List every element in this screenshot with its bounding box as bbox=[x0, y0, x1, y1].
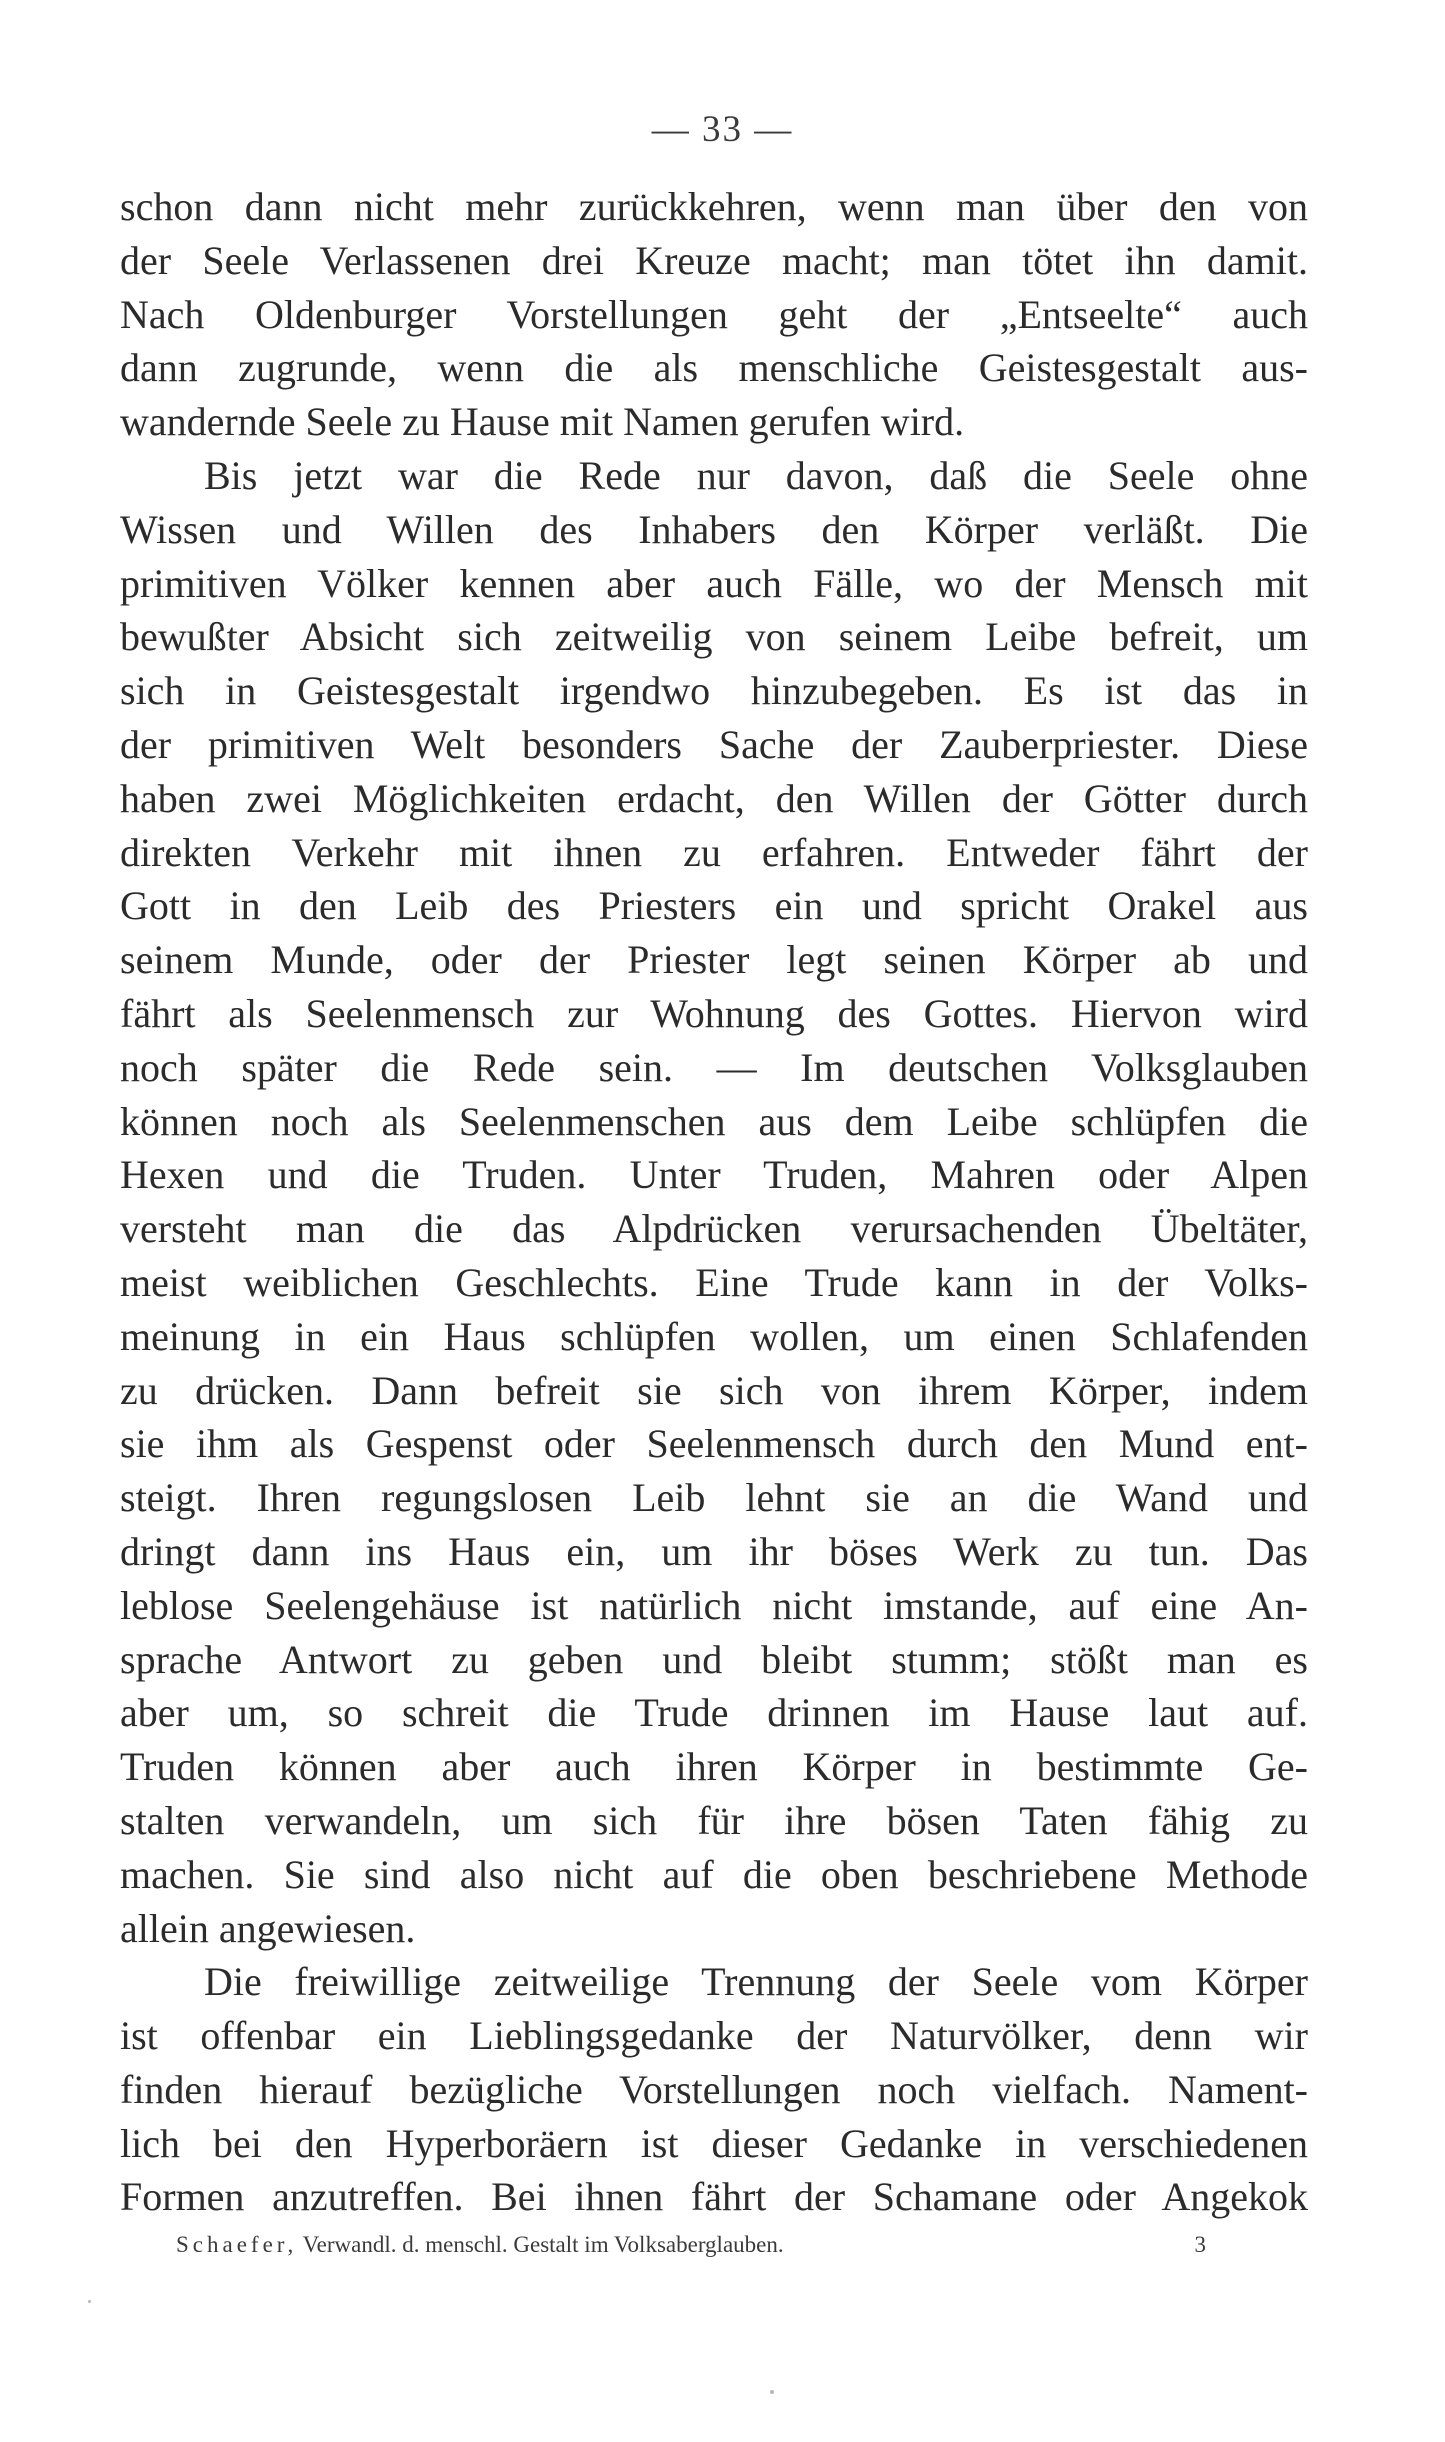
footer-title: Verwandl. d. menschl. Gestalt im Volksaberglauben. bbox=[297, 2232, 784, 2257]
text-line: versteht man die das Alpdrücken verursachenden Übeltäter, bbox=[120, 1206, 1308, 1252]
footer-note bbox=[176, 2232, 1206, 2258]
footer-author: Schaefer, bbox=[176, 2232, 298, 2257]
text-line: können noch als Seelenmenschen aus dem Leibe schlüpfen die bbox=[120, 1098, 1308, 1144]
text-line: meinung in ein Haus schlüpfen wollen, um einen Schlafenden bbox=[120, 1313, 1308, 1359]
text-line: ist offenbar ein Lieblingsgedanke der Naturvölker, denn wir bbox=[120, 2013, 1308, 2059]
text-line: der primitiven Welt besonders Sache der Zauberpriester. Diese bbox=[120, 721, 1308, 767]
text-line: fährt als Seelenmensch zur Wohnung des Gottes. Hiervon wird bbox=[120, 990, 1308, 1036]
text-line: dringt dann ins Haus ein, um ihr böses Werk zu tun. Das bbox=[120, 1528, 1308, 1574]
text-line: noch später die Rede sein. — Im deutschen Volksglauben bbox=[120, 1044, 1308, 1090]
text-line: seinem Munde, oder der Priester legt seinen Körper ab und bbox=[120, 937, 1308, 983]
text-line: aber um, so schreit die Trude drinnen im Hause laut auf. bbox=[120, 1690, 1308, 1736]
text-line: Hexen und die Truden. Unter Truden, Mahren oder Alpen bbox=[120, 1152, 1308, 1198]
body-text bbox=[120, 180, 1308, 2224]
text-line: machen. Sie sind also nicht auf die oben beschriebene Methode bbox=[120, 1851, 1308, 1897]
text-line: Bis jetzt war die Rede nur davon, daß die Seele ohne bbox=[204, 452, 1308, 498]
text-line: stalten verwandeln, um sich für ihre bösen Taten fähig zu bbox=[120, 1797, 1308, 1843]
text-line: Wissen und Willen des Inhabers den Körper verläßt. Die bbox=[120, 506, 1308, 552]
text-line: leblose Seelengehäuse ist natürlich nicht imstande, auf eine An- bbox=[120, 1582, 1308, 1628]
text-line: sprache Antwort zu geben und bleibt stumm; stößt man es bbox=[120, 1636, 1308, 1682]
text-line: zu drücken. Dann befreit sie sich von ihrem Körper, indem bbox=[120, 1367, 1308, 1413]
text-line: Die freiwillige zeitweilige Trennung der Seele vom Körper bbox=[204, 1959, 1308, 2005]
text-line: steigt. Ihren regungslosen Leib lehnt sie an die Wand und bbox=[120, 1475, 1308, 1521]
text-line: direkten Verkehr mit ihnen zu erfahren. Entweder fährt der bbox=[120, 829, 1308, 875]
text-line: haben zwei Möglichkeiten erdacht, den Willen der Götter durch bbox=[120, 775, 1308, 821]
text-line: sie ihm als Gespenst oder Seelenmensch durch den Mund ent- bbox=[120, 1421, 1308, 1467]
text-line: dann zugrunde, wenn die als menschliche Geistesgestalt aus- bbox=[120, 345, 1308, 391]
text-line: bewußter Absicht sich zeitweilig von seinem Leibe befreit, um bbox=[120, 614, 1308, 660]
text-line: wandernde Seele zu Hause mit Namen gerufen wird. bbox=[120, 399, 965, 445]
text-line: finden hierauf bezügliche Vorstellungen noch vielfach. Nament- bbox=[120, 2066, 1308, 2112]
text-line: primitiven Völker kennen aber auch Fälle, wo der Mensch mit bbox=[120, 560, 1308, 606]
text-line: Formen anzutreffen. Bei ihnen fährt der Schamane oder Angekok bbox=[120, 2174, 1308, 2220]
text-line: meist weiblichen Geschlechts. Eine Trude kann in der Volks- bbox=[120, 1259, 1308, 1305]
page-number: — 33 — bbox=[651, 109, 794, 150]
text-line: sich in Geistesgestalt irgendwo hinzubegeben. Es ist das in bbox=[120, 668, 1308, 714]
signature-mark: 3 bbox=[1194, 2232, 1206, 2257]
paper-speck bbox=[770, 2390, 774, 2394]
text-line: Gott in den Leib des Priesters ein und spricht Orakel aus bbox=[120, 883, 1308, 929]
paper-speck bbox=[88, 2300, 91, 2303]
text-line: lich bei den Hyperboräern ist dieser Gedanke in verschiedenen bbox=[120, 2120, 1308, 2166]
text-line: allein angewiesen. bbox=[120, 1905, 416, 1951]
text-line: Truden können aber auch ihren Körper in bestimmte Ge- bbox=[120, 1744, 1308, 1790]
text-line: der Seele Verlassenen drei Kreuze macht; man tötet ihn damit. bbox=[120, 237, 1308, 283]
text-line: schon dann nicht mehr zurückkehren, wenn man über den von bbox=[120, 184, 1308, 229]
text-line: Nach Oldenburger Vorstellungen geht der „Entseelte“ auch bbox=[120, 291, 1308, 337]
